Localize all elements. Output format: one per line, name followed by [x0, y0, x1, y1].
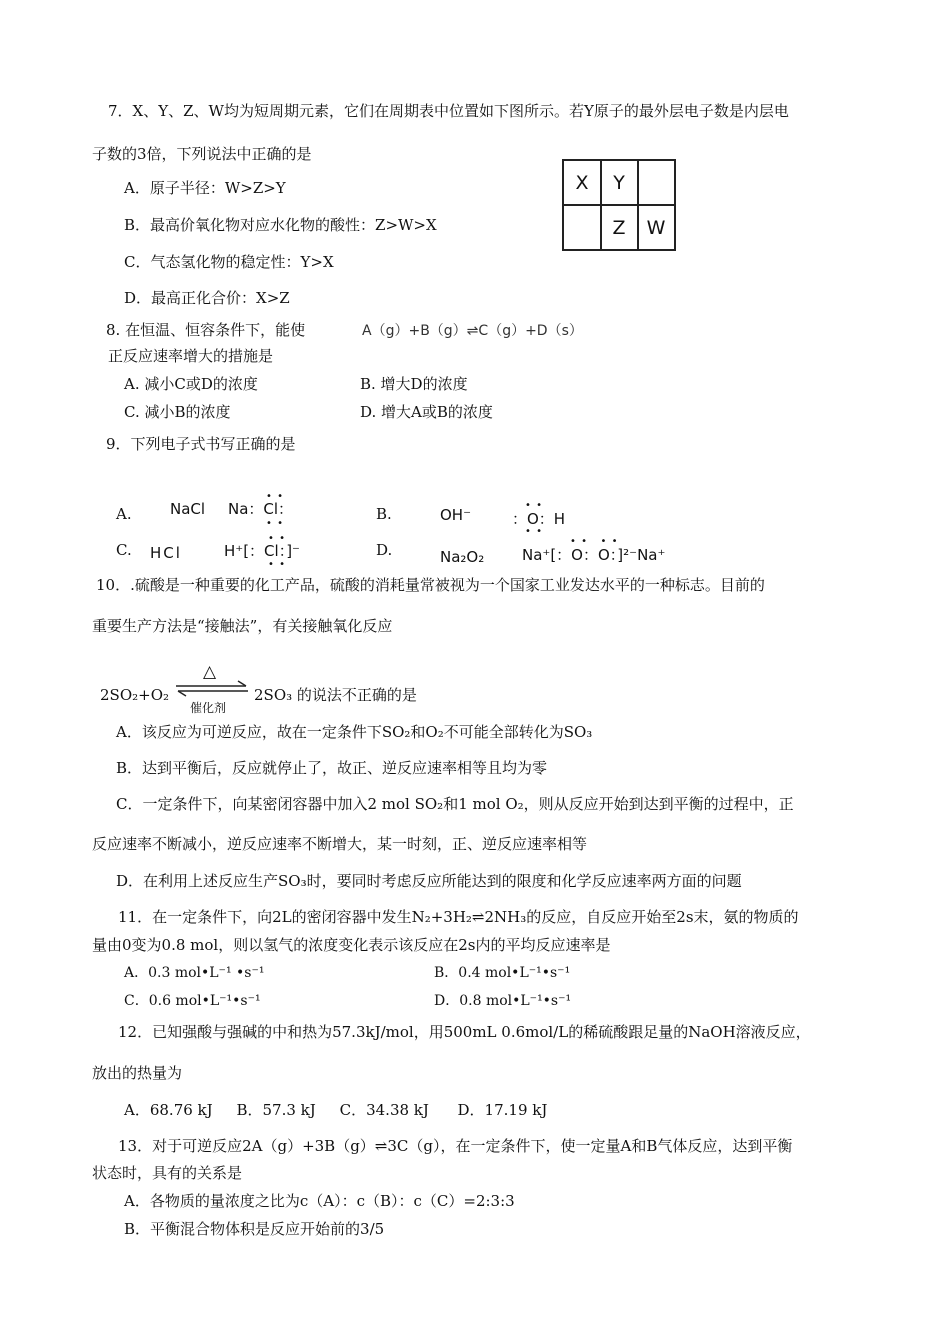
q10-option-d: D．在利用上述反应生产SO₃时，要同时考虑反应所能达到的限度和化学反应速率两方面的问题	[116, 872, 742, 890]
q9-d-label: D.	[376, 541, 393, 559]
q13-option-a: A．各物质的量浓度之比为c（A）：c（B）：c（C）=2:3:3	[124, 1192, 515, 1210]
q7-option-a: A．原子半径：W>Z>Y	[124, 179, 286, 197]
q8-option-d: D. 增大A或B的浓度	[360, 403, 493, 421]
q8-option-c: C. 减小B的浓度	[124, 403, 231, 421]
q10-stem-line1: 10．.硫酸是一种重要的化工产品，硫酸的消耗量常被视为一个国家工业发达水平的一种标志。目前的	[96, 576, 765, 594]
q7-stem-line1: 7．X、Y、Z、W均为短周期元素，它们在周期表中位置如下图所示。若Y原子的最外层电子数是内层电	[108, 102, 789, 120]
q12-stem-line2: 放出的热量为	[92, 1064, 183, 1082]
q11-option-b: B．0.4 mol•L⁻¹•s⁻¹	[434, 965, 571, 981]
q7-option-b: B．最高价氧化物对应水化物的酸性：Z>W>X	[124, 216, 437, 234]
q9-b-formula: OH⁻	[440, 506, 472, 524]
q10-option-a: A．该反应为可逆反应，故在一定条件下SO₂和O₂不可能全部转化为SO₃	[116, 723, 593, 741]
q9-d-formula: Na₂O₂	[440, 548, 485, 566]
q11-stem-line2: 量由0变为0.8 mol，则以氢气的浓度变化表示该反应在2s内的平均反应速率是	[92, 936, 611, 954]
q13-option-b: B．平衡混合物体积是反应开始前的3/5	[124, 1220, 385, 1238]
q10-stem-line2: 重要生产方法是“接触法”，有关接触氧化反应	[92, 617, 393, 635]
cell-x: X	[575, 172, 589, 194]
q12-stem-line1: 12．已知强酸与强碱的中和热为57.3kJ/mol，用500mL 0.6mol/L的稀硫酸跟足量的NaOH溶液反应，	[118, 1023, 811, 1041]
q8-option-a: A. 减小C或D的浓度	[124, 375, 258, 393]
q9-a-label: A.	[116, 505, 132, 523]
q9-c-formula: HCl	[150, 544, 182, 562]
q10-option-c-line2: 反应速率不断减小，逆反应速率不断增大，某一时刻，正、逆反应速率相等	[92, 835, 588, 853]
cell-w: W	[646, 217, 666, 239]
q10-option-c-line1: C．一定条件下，向某密闭容器中加入2 mol SO₂和1 mol O₂，则从反应开始到达到平衡的过程中，正	[116, 795, 794, 813]
q9-c-electron-dot: H⁺[：Cl：]⁻	[224, 542, 300, 560]
q9-a-electron-dot: Na：Cl：	[228, 500, 294, 518]
q7-option-d: D．最高正化合价：X>Z	[124, 289, 290, 307]
heat-triangle-icon: △	[203, 662, 217, 682]
q10-option-b: B．达到平衡后，反应就停止了，故正、逆反应速率相等且均为零	[116, 759, 548, 777]
q13-stem-line1: 13．对于可逆反应2A（g）+3B（g）⇌3C（g），在一定条件下，使一定量A和B气体反应，达到平衡	[118, 1137, 793, 1155]
q9-a-formula: NaCl	[170, 500, 206, 518]
q10-catalyst-label: 催化剂	[190, 701, 227, 715]
q10-equation-left: 2SO₂+O₂	[100, 686, 170, 704]
q13-stem-line2: 状态时，具有的关系是	[92, 1164, 243, 1182]
q8-option-b: B. 增大D的浓度	[360, 375, 468, 393]
q12-options: A．68.76 kJ B．57.3 kJ C．34.38 kJ D．17.19 kJ	[124, 1101, 548, 1119]
q11-option-a: A．0.3 mol•L⁻¹ •s⁻¹	[124, 965, 265, 981]
q8-equation: A（g）+B（g）⇌C（g）+D（s）	[362, 323, 583, 339]
q9-b-label: B.	[376, 505, 392, 523]
q11-option-d: D．0.8 mol•L⁻¹•s⁻¹	[434, 993, 572, 1009]
q11-stem-line1: 11．在一定条件下，向2L的密闭容器中发生N₂+3H₂⇌2NH₃的反应，自反应开始至2s末，氨的物质的	[118, 908, 799, 926]
periodic-table-fragment	[562, 159, 676, 251]
q9-d-electron-dot: Na⁺[：O：O：]²⁻Na⁺	[522, 546, 666, 564]
q8-stem-line1: 8. 在恒温、恒容条件下，能使	[106, 321, 306, 339]
q9-stem: 9．下列电子式书写正确的是	[106, 435, 296, 453]
q8-stem-line2: 正反应速率增大的措施是	[108, 347, 274, 365]
q9-b-electron-dot: ：O：H	[512, 510, 566, 528]
q10-equation-right: 2SO₃ 的说法不正确的是	[254, 686, 417, 704]
q7-option-c: C．气态氢化物的稳定性：Y>X	[124, 253, 334, 271]
q9-c-label: C.	[116, 541, 132, 559]
q7-stem-line2: 子数的3倍，下列说法中正确的是	[92, 145, 312, 163]
cell-z: Z	[612, 217, 626, 239]
q11-option-c: C．0.6 mol•L⁻¹•s⁻¹	[124, 993, 261, 1009]
cell-y: Y	[613, 172, 625, 194]
